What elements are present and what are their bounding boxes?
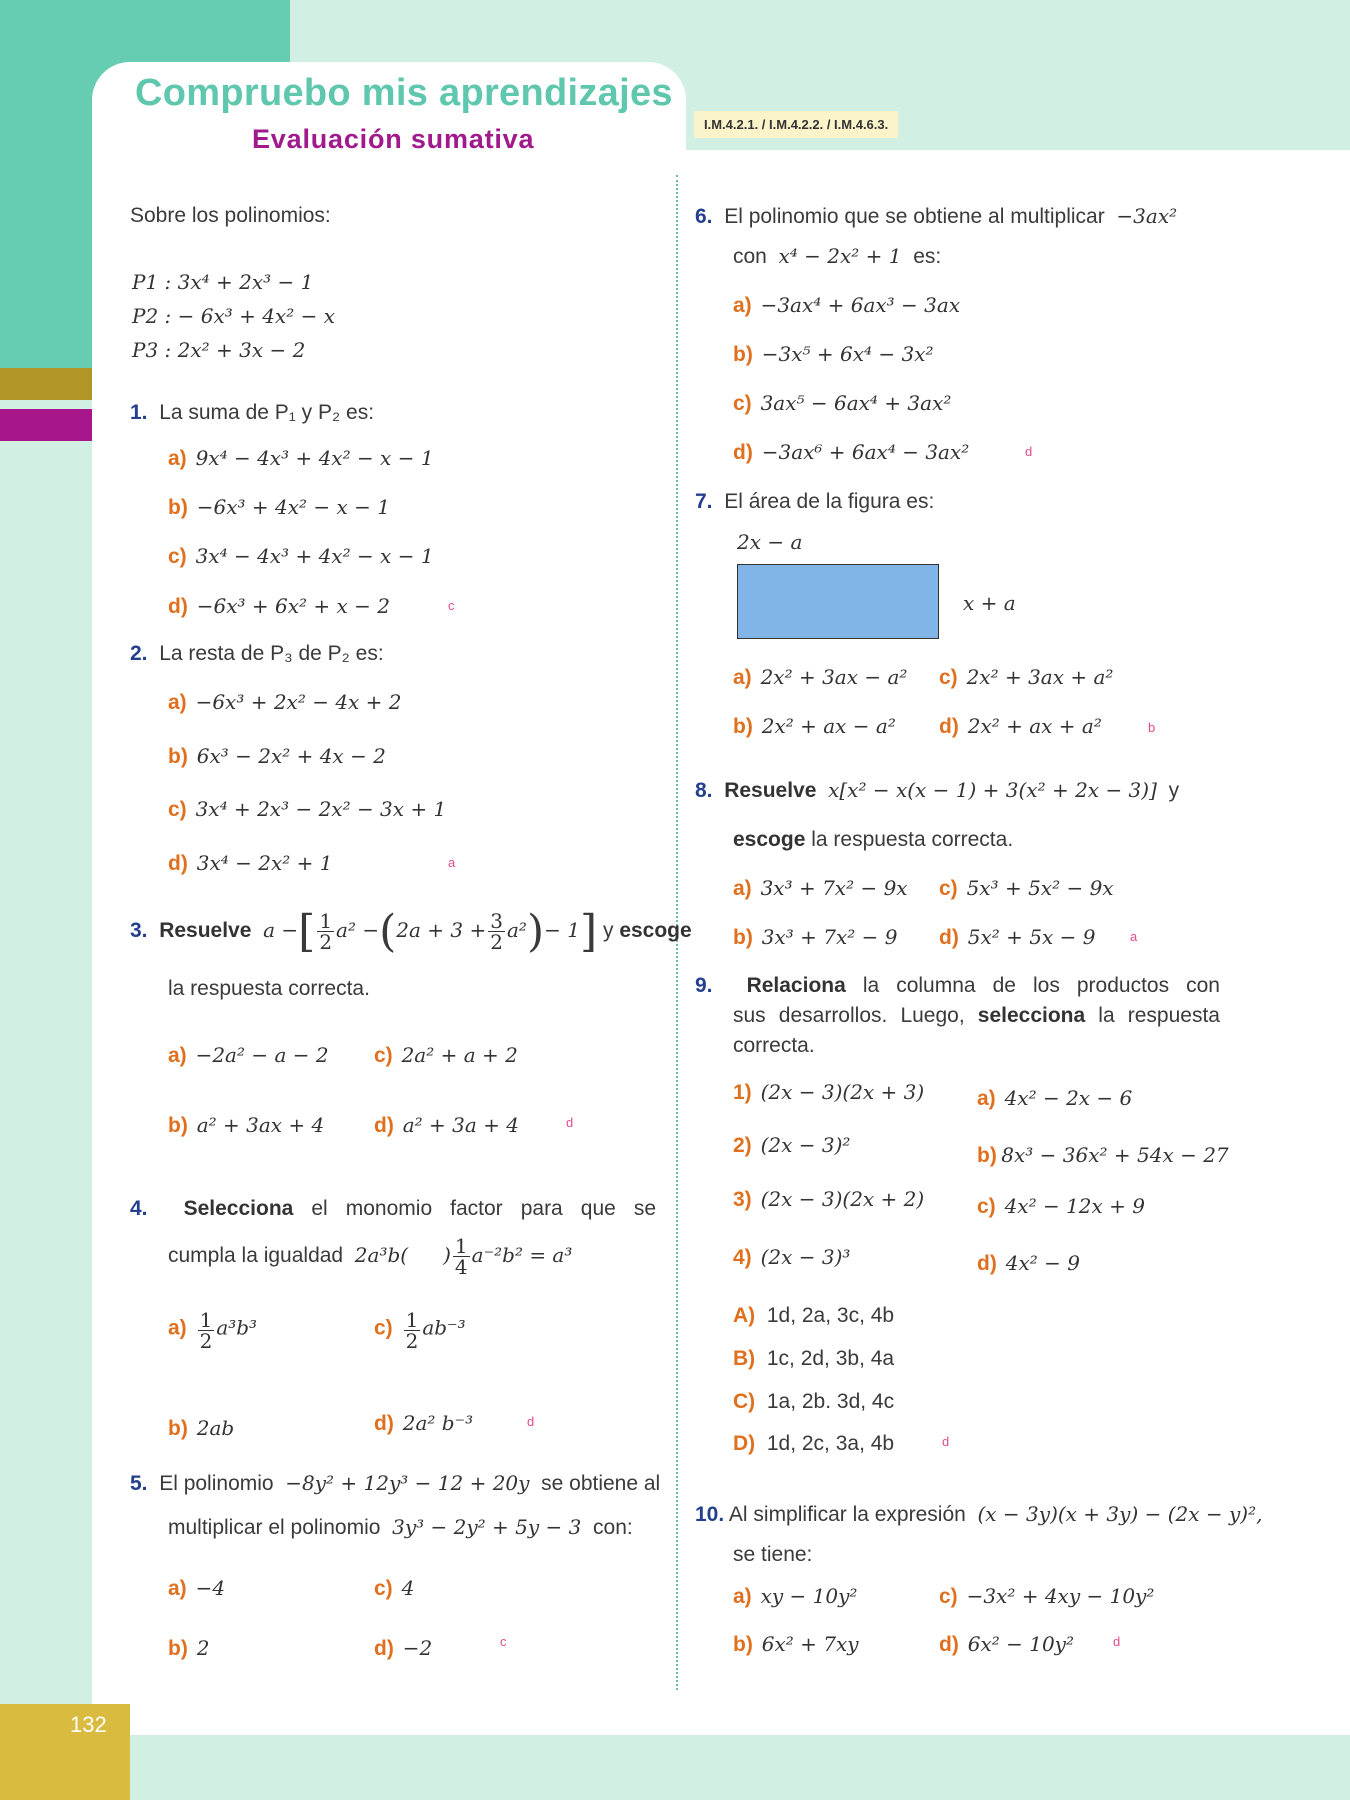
expression-part: a² − (336, 918, 380, 943)
option-text: 3x⁴ + 2x³ − 2x² − 3x + 1 (195, 797, 447, 821)
option-label: b) (168, 1417, 188, 1440)
page-title: Compruebo mis aprendizajes (135, 72, 673, 114)
option-label: b) (168, 1114, 188, 1137)
question-number: 5. (130, 1472, 148, 1495)
rectangle-figure (737, 564, 939, 639)
question-1 (130, 401, 374, 425)
polynomial-p1: P1 : 3x⁴ + 2x³ − 1 (132, 270, 314, 294)
option-text: a² + 3ax + 4 (196, 1113, 325, 1137)
option-text: 6x³ − 2x² + 4x − 2 (196, 744, 386, 768)
option-label: b) (733, 715, 753, 738)
option-text: 2x² + 3ax − a² (760, 665, 908, 689)
option-label: b) (168, 745, 188, 768)
option-label: a) (733, 877, 752, 900)
question-number: 3. (130, 919, 148, 943)
option-label: d) (733, 441, 753, 464)
question-4 (130, 1197, 656, 1221)
option-text: ab⁻³ (422, 1315, 466, 1340)
option-label: d) (168, 852, 188, 875)
product-2 (733, 1133, 850, 1158)
option-label: b) (168, 1637, 188, 1660)
option-4b[interactable] (168, 1416, 234, 1441)
paren-open: ( (379, 906, 397, 957)
question-verb-2: escoge (733, 828, 806, 851)
page-number: 132 (70, 1712, 107, 1737)
expression: 3y³ − 2y² + 5y − 3 (392, 1515, 582, 1539)
option-6b[interactable] (733, 342, 934, 367)
option-text: 3x⁴ − 2x² + 1 (196, 851, 333, 875)
question-text: sus desarrollos. Luego, (733, 1004, 965, 1027)
option-text: −2a² − a − 2 (195, 1043, 329, 1067)
answer-mark-6: d (1025, 444, 1033, 459)
expression: (x − 3y)(x + 3y) − (2x − y)², (977, 1502, 1263, 1526)
item-label: 1) (733, 1081, 752, 1104)
option-label: c) (168, 798, 187, 821)
footer-band (0, 1735, 1350, 1800)
question-9-line-2 (733, 1004, 1220, 1028)
question-text: se obtiene al (541, 1472, 661, 1495)
option-label: a) (733, 1585, 752, 1608)
option-1a[interactable] (168, 446, 434, 471)
answer-mark-4: d (527, 1414, 535, 1429)
question-2 (130, 642, 384, 666)
question-text: El área de la figura es: (724, 490, 935, 513)
option-10d[interactable] (939, 1632, 1074, 1657)
expression: x[x² − x(x − 1) + 3(x² + 2x − 3)] (828, 778, 1157, 802)
item-label: b) (977, 1144, 997, 1167)
option-3b[interactable] (168, 1113, 324, 1138)
expression: −8y² + 12y³ − 12 + 20y (285, 1471, 530, 1495)
question-text: con (733, 245, 767, 268)
fraction: $\frac{1}{2}$ (405, 1308, 419, 1353)
indicator-badge: I.M.4.2.1. / I.M.4.2.2. / I.M.4.6.3. (694, 111, 898, 138)
fraction: $\frac{3}{2}$ (490, 909, 503, 954)
option-text: 2 (196, 1636, 210, 1660)
expression: x⁴ − 2x² + 1 (778, 244, 902, 268)
option-label: d) (374, 1637, 394, 1660)
option-text: −3x⁵ + 6x⁴ − 3x² (761, 342, 934, 366)
question-verb: Relaciona (746, 974, 846, 997)
connector: y (1168, 779, 1180, 802)
choice-label: C) (733, 1390, 756, 1413)
expression-part: 2a + 3 + (396, 918, 487, 943)
option-10c[interactable] (939, 1584, 1154, 1609)
item-text: 8x³ − 36x² + 54x − 27 (1001, 1143, 1229, 1167)
expression-part: a⁻²b² = a³ (471, 1243, 573, 1268)
option-8d[interactable] (939, 925, 1095, 950)
development-d (977, 1251, 1080, 1276)
answer-mark-1: c (448, 598, 455, 613)
option-text: 5x³ + 5x² − 9x (966, 876, 1114, 900)
option-3d[interactable] (374, 1113, 519, 1138)
item-label: 4) (733, 1246, 752, 1269)
item-text: (2x − 3)³ (760, 1245, 851, 1269)
item-text: (2x − 3)(2x + 2) (760, 1187, 925, 1211)
option-1b[interactable] (168, 495, 390, 520)
option-6a[interactable] (733, 293, 960, 318)
option-2b[interactable] (168, 744, 386, 769)
option-text: 2a² + a + 2 (401, 1043, 518, 1067)
option-7a[interactable] (733, 665, 907, 690)
choice-C[interactable] (733, 1390, 894, 1414)
option-7c[interactable] (939, 665, 1113, 690)
option-text: 6x² − 10y² (967, 1632, 1074, 1656)
option-5d[interactable] (374, 1636, 432, 1661)
option-label: c) (939, 1585, 958, 1608)
option-6d[interactable] (733, 440, 969, 465)
answer-mark-3: d (566, 1115, 574, 1130)
option-label: a) (168, 1577, 187, 1600)
polynomial-p2: P2 : − 6x³ + 4x² − x (132, 304, 336, 328)
option-3a[interactable] (168, 1043, 329, 1068)
choice-text: 1d, 2a, 3c, 4b (766, 1304, 895, 1327)
option-1d[interactable] (168, 594, 390, 619)
question-text: El polinomio (159, 1472, 274, 1495)
question-text: con: (593, 1516, 633, 1539)
option-8c[interactable] (939, 876, 1114, 901)
expression: −3ax² (1116, 204, 1178, 228)
option-text: 3ax⁵ − 6ax⁴ + 3ax² (760, 391, 952, 415)
question-number: 4. (130, 1197, 148, 1220)
fraction: $\frac{1}{2}$ (319, 909, 333, 954)
option-text: 3x⁴ − 4x³ + 4x² − x − 1 (195, 544, 434, 568)
question-verb: Resuelve (724, 779, 817, 802)
option-4a[interactable] (168, 1310, 257, 1351)
development-b (977, 1143, 1229, 1168)
choice-label: B) (733, 1347, 756, 1370)
option-text: 2x² + ax − a² (761, 714, 896, 738)
question-verb: Selecciona (183, 1197, 294, 1220)
option-label: c) (733, 392, 752, 415)
option-5a[interactable] (168, 1576, 225, 1601)
option-text: −2 (402, 1636, 433, 1660)
answer-mark-10: d (1113, 1634, 1121, 1649)
decorative-olive-bar (0, 368, 92, 400)
question-number: 10. (695, 1503, 725, 1526)
option-2d[interactable] (168, 851, 332, 876)
option-label: b) (168, 496, 188, 519)
question-8-line-2 (733, 828, 1013, 852)
product-3 (733, 1187, 924, 1212)
option-label: b) (733, 343, 753, 366)
item-label: d) (977, 1252, 997, 1275)
question-number: 8. (695, 779, 713, 802)
question-verb-2: escoge (619, 919, 692, 943)
item-text: (2x − 3)(2x + 3) (760, 1080, 925, 1104)
question-verb: Resuelve (159, 919, 252, 943)
question-number: 7. (695, 490, 713, 513)
question-text: multiplicar el polinomio (168, 1516, 381, 1539)
option-text: 4 (401, 1576, 415, 1600)
item-text: 4x² − 9 (1005, 1251, 1080, 1275)
option-8a[interactable] (733, 876, 908, 901)
option-label: d) (939, 926, 959, 949)
question-text: la respuesta correcta. (811, 828, 1014, 851)
question-4-line-2 (168, 1236, 572, 1277)
option-label: c) (374, 1316, 393, 1340)
question-10-line-2: se tiene: (733, 1543, 813, 1566)
option-text: 2a² b⁻³ (402, 1411, 474, 1435)
choice-A[interactable] (733, 1304, 894, 1328)
option-label: d) (374, 1114, 394, 1137)
option-label: c) (939, 877, 958, 900)
choice-D[interactable] (733, 1432, 894, 1456)
expression-part: − 1 (544, 918, 580, 943)
question-number: 2. (130, 642, 148, 665)
option-10b[interactable] (733, 1632, 859, 1657)
option-label: c) (374, 1044, 393, 1067)
option-text: 9x⁴ − 4x³ + 4x² − x − 1 (195, 446, 434, 470)
item-text: 4x² − 2x − 6 (1004, 1086, 1133, 1110)
option-text: 3x³ + 7x² − 9x (760, 876, 908, 900)
option-label: b) (733, 1633, 753, 1656)
rectangle-width-label: 2x − a (737, 530, 803, 554)
item-text: 4x² − 12x + 9 (1004, 1194, 1145, 1218)
answer-mark-2: a (448, 855, 456, 870)
question-text: La resta de P₃ de P₂ es: (159, 642, 384, 665)
polynomial-p3: P3 : 2x² + 3x − 2 (132, 338, 306, 362)
option-text: −4 (195, 1576, 226, 1600)
option-label: a) (733, 666, 752, 689)
option-label: d) (939, 1633, 959, 1656)
option-text: −3ax⁴ + 6ax³ − 3ax (760, 293, 961, 317)
question-9 (695, 974, 1220, 998)
question-7 (695, 490, 934, 514)
option-text: −3ax⁶ + 6ax⁴ − 3ax² (761, 440, 970, 464)
item-label: a) (977, 1087, 996, 1110)
option-label: c) (374, 1577, 393, 1600)
question-text: es: (913, 245, 942, 268)
connector: y (602, 919, 614, 943)
question-5-line-2 (168, 1515, 633, 1540)
question-text: la columna de los productos con (862, 974, 1220, 997)
development-a (977, 1086, 1132, 1111)
option-5b[interactable] (168, 1636, 209, 1661)
option-4c[interactable] (374, 1310, 466, 1351)
option-label: c) (939, 666, 958, 689)
item-label: c) (977, 1195, 996, 1218)
choice-text: 1a, 2b. 3d, 4c (766, 1390, 895, 1413)
option-text: −6x³ + 4x² − x − 1 (196, 495, 390, 519)
option-label: d) (168, 595, 188, 618)
option-label: c) (168, 545, 187, 568)
option-label: d) (374, 1412, 394, 1435)
question-text: el monomio factor para que se (311, 1197, 657, 1220)
question-number: 6. (695, 205, 713, 228)
option-label: a) (168, 691, 187, 714)
question-5 (130, 1471, 660, 1496)
choice-B[interactable] (733, 1347, 894, 1371)
option-1c[interactable] (168, 544, 434, 569)
question-9-line-3: correcta. (733, 1034, 815, 1057)
answer-mark-8: a (1130, 929, 1138, 944)
option-text: 6x² + 7xy (761, 1632, 859, 1656)
paren-close: ) (526, 906, 545, 957)
option-text: 2ab (196, 1416, 235, 1440)
option-text: 2x² + 3ax + a² (966, 665, 1114, 689)
option-7d[interactable] (939, 714, 1102, 739)
option-text: −6x³ + 6x² + x − 2 (196, 594, 390, 618)
answer-mark-5: c (500, 1634, 507, 1649)
item-label: 2) (733, 1134, 752, 1157)
question-text: cumpla la igualdad (168, 1244, 344, 1268)
item-label: 3) (733, 1188, 752, 1211)
option-text: 5x² + 5x − 9 (967, 925, 1096, 949)
expression-part: ) (443, 1243, 451, 1268)
option-label: a) (168, 1316, 187, 1340)
bracket-close: ] (579, 906, 598, 957)
fraction: $\frac{1}{2}$ (199, 1308, 213, 1353)
expression-part: a² (506, 918, 527, 943)
option-label: a) (168, 447, 187, 470)
option-text: a² + 3a + 4 (402, 1113, 519, 1137)
option-text: 2x² + ax + a² (967, 714, 1102, 738)
question-10 (695, 1502, 1262, 1527)
question-text: El polinomio que se obtiene al multiplicar (724, 205, 1105, 228)
bracket-open: [ (298, 906, 316, 957)
rectangle-height-label: x + a (963, 591, 1016, 615)
option-text: a³b³ (216, 1315, 258, 1340)
option-2c[interactable] (168, 797, 446, 822)
question-6 (695, 204, 1177, 229)
option-8b[interactable] (733, 925, 897, 950)
option-5c[interactable] (374, 1576, 414, 1601)
item-text: (2x − 3)² (760, 1133, 851, 1157)
page-subtitle: Evaluación sumativa (252, 124, 535, 154)
option-7b[interactable] (733, 714, 896, 739)
question-3-line-2: la respuesta correcta. (168, 977, 370, 1000)
option-6c[interactable] (733, 391, 951, 416)
option-text: 3x³ + 7x² − 9 (761, 925, 898, 949)
question-3 (130, 906, 692, 957)
expression-part: 2a³b( (354, 1243, 409, 1268)
question-text: La suma de P₁ y P₂ es: (159, 401, 375, 424)
question-number: 1. (130, 401, 148, 424)
choice-label: D) (733, 1432, 756, 1455)
development-c (977, 1194, 1145, 1219)
decorative-magenta-bar (0, 409, 92, 441)
option-text: −3x² + 4xy − 10y² (966, 1584, 1155, 1608)
option-label: d) (939, 715, 959, 738)
question-number: 9. (695, 974, 713, 997)
question-6-line-2 (733, 244, 941, 269)
option-label: a) (168, 1044, 187, 1067)
choice-text: 1d, 2c, 3a, 4b (766, 1432, 895, 1455)
option-3c[interactable] (374, 1043, 518, 1068)
choice-text: 1c, 2d, 3b, 4a (766, 1347, 895, 1370)
option-4d[interactable] (374, 1411, 473, 1436)
option-text: xy − 10y² (760, 1584, 858, 1608)
intro-text: Sobre los polinomios: (130, 204, 331, 227)
expression-part: a − (263, 918, 299, 943)
question-8 (695, 778, 1179, 803)
answer-mark-9: d (942, 1434, 950, 1449)
option-text: −6x³ + 2x² − 4x + 2 (195, 690, 402, 714)
question-text: la respuesta (1098, 1004, 1220, 1027)
option-label: a) (733, 294, 752, 317)
question-verb-2: selecciona (977, 1004, 1086, 1027)
product-4 (733, 1245, 850, 1270)
product-1 (733, 1080, 924, 1105)
question-text: Al simplificar la expresión (728, 1503, 966, 1526)
fraction: $\frac{1}{4}$ (454, 1234, 468, 1279)
option-2a[interactable] (168, 690, 402, 715)
option-10a[interactable] (733, 1584, 857, 1609)
option-label: b) (733, 926, 753, 949)
choice-label: A) (733, 1304, 756, 1327)
answer-mark-7: b (1148, 720, 1156, 735)
